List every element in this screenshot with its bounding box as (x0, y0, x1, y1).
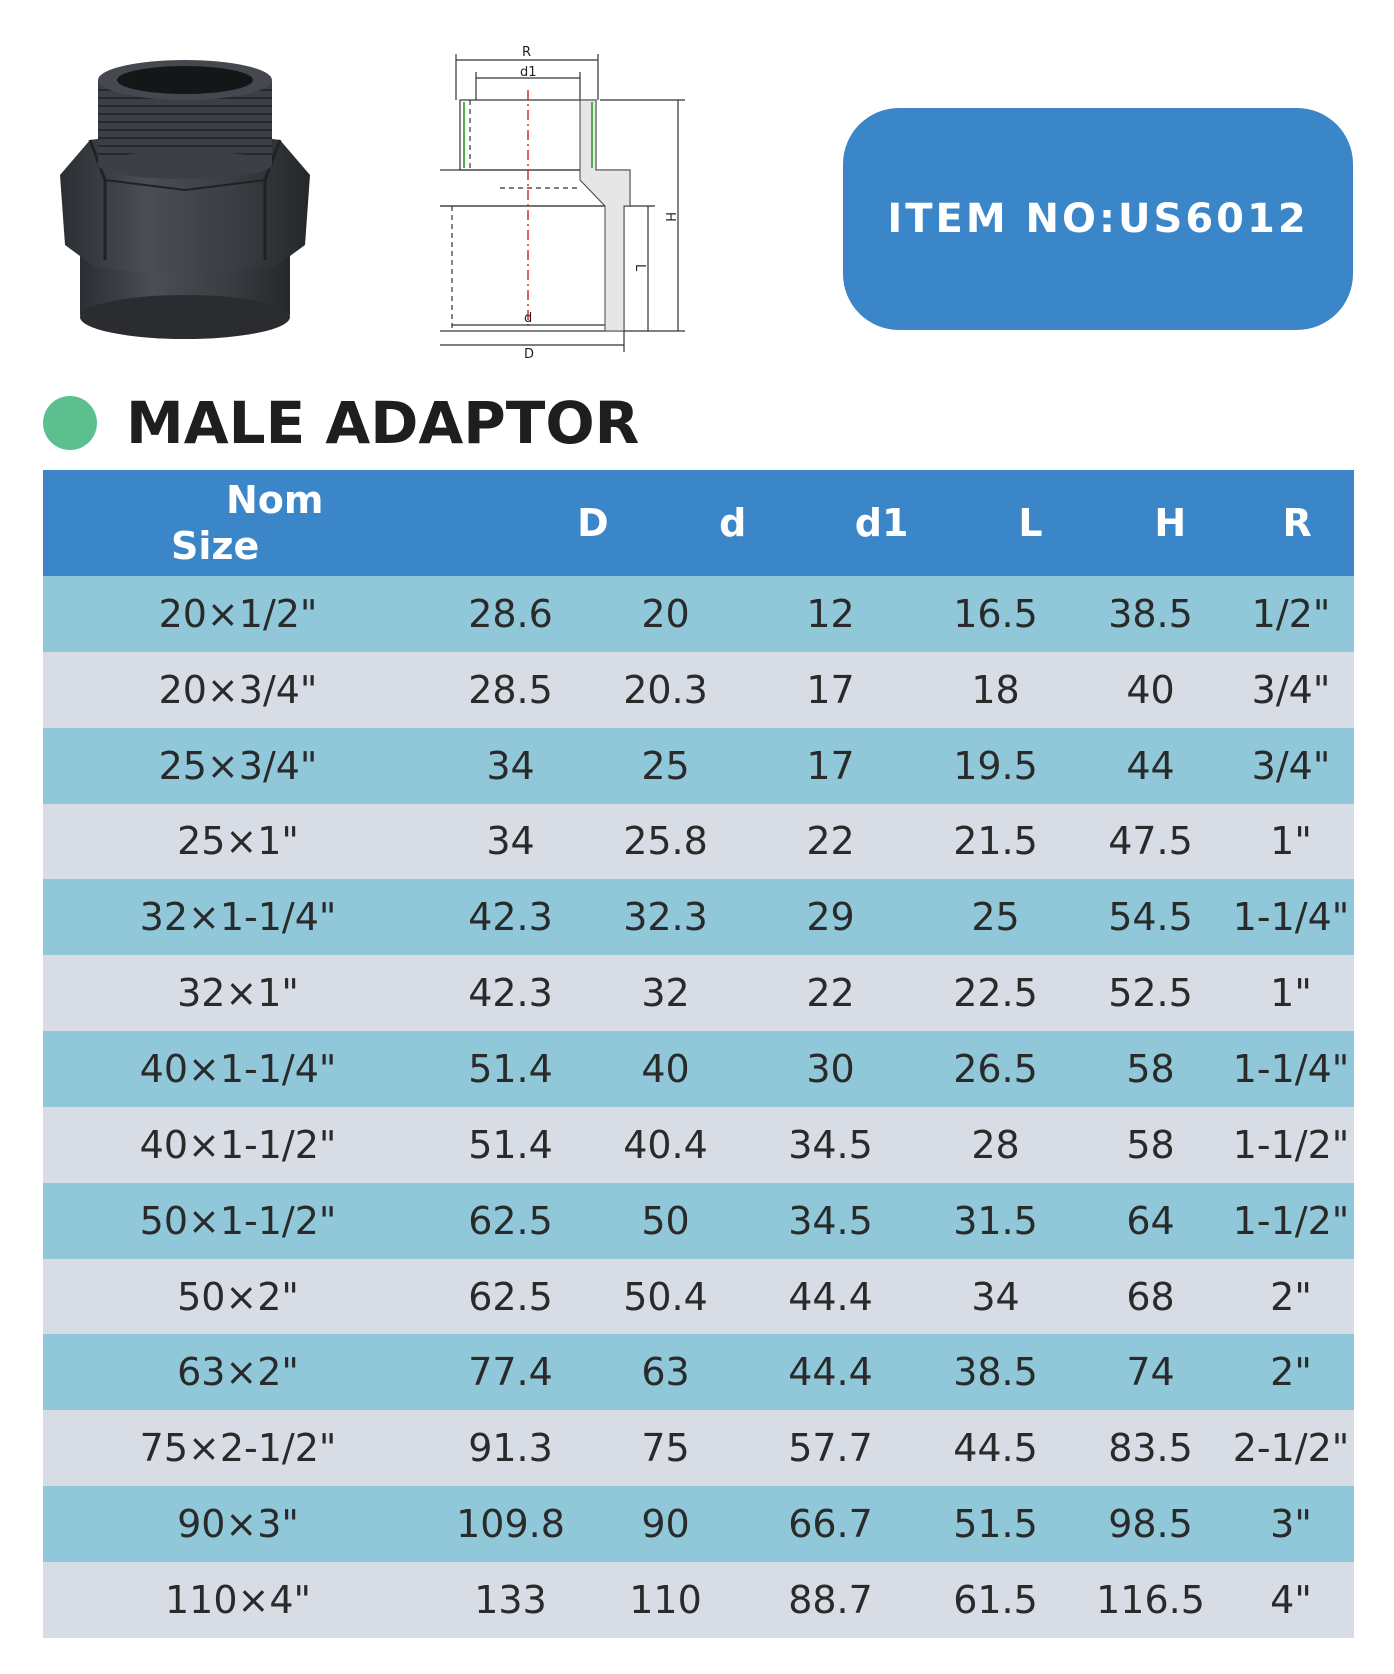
cell-D: 91.3 (468, 1426, 553, 1471)
cell-H: 52.5 (1108, 971, 1193, 1016)
header-d1: d1 (854, 501, 909, 545)
table-row (43, 1107, 1354, 1183)
dim-label-H: H (662, 212, 677, 222)
cell-L: 26.5 (953, 1046, 1038, 1091)
table-row (43, 576, 1354, 652)
cell-L: 19.5 (953, 743, 1038, 788)
cell-D: 34 (486, 743, 535, 788)
table-row (43, 1031, 1354, 1107)
cell-D: 62.5 (468, 1274, 553, 1319)
cell-nom-size: 50×2" (177, 1274, 299, 1319)
cell-D: 34 (486, 819, 535, 864)
cell-d: 40 (641, 1046, 690, 1091)
cell-d: 20 (641, 591, 690, 636)
technical-drawing (440, 40, 740, 380)
cell-D: 28.6 (468, 591, 553, 636)
header-d: d (719, 501, 747, 545)
cell-d1: 88.7 (788, 1577, 873, 1622)
cell-R: 3/4" (1251, 667, 1331, 712)
cell-L: 21.5 (953, 819, 1038, 864)
cell-R: 1-1/2" (1232, 1122, 1350, 1167)
table-row (43, 1334, 1354, 1410)
cell-H: 64 (1126, 1198, 1175, 1243)
cell-H: 58 (1126, 1122, 1175, 1167)
cell-d: 32 (641, 971, 690, 1016)
cell-H: 58 (1126, 1046, 1175, 1091)
cell-nom-size: 32×1" (177, 971, 299, 1016)
cell-nom-size: 20×3/4" (158, 667, 318, 712)
cell-nom-size: 32×1-1/4" (139, 895, 337, 940)
cell-D: 42.3 (468, 895, 553, 940)
cell-L: 16.5 (953, 591, 1038, 636)
dim-label-R: R (522, 45, 532, 60)
cell-L: 25 (971, 895, 1020, 940)
cell-L: 61.5 (953, 1577, 1038, 1622)
cell-H: 44 (1126, 743, 1175, 788)
cell-d: 50.4 (623, 1274, 708, 1319)
cell-nom-size: 20×1/2" (158, 591, 318, 636)
product-title: MALE ADAPTOR (126, 389, 640, 457)
cell-d1: 34.5 (788, 1122, 873, 1167)
cell-d1: 22 (806, 971, 855, 1016)
table-row (43, 804, 1354, 880)
header-H: H (1154, 501, 1187, 545)
cell-d: 110 (629, 1577, 702, 1622)
header-R: R (1282, 501, 1312, 545)
cell-L: 18 (971, 667, 1020, 712)
cell-L: 51.5 (953, 1502, 1038, 1547)
cell-L: 28 (971, 1122, 1020, 1167)
cell-R: 1/2" (1251, 591, 1331, 636)
cell-nom-size: 25×3/4" (158, 743, 318, 788)
cell-R: 1" (1270, 971, 1312, 1016)
cell-d: 40.4 (623, 1122, 708, 1167)
table-row (43, 1410, 1354, 1486)
cell-d1: 66.7 (788, 1502, 873, 1547)
cell-H: 54.5 (1108, 895, 1193, 940)
cell-H: 47.5 (1108, 819, 1193, 864)
header-L: L (1018, 501, 1043, 545)
dim-label-D: D (524, 347, 535, 362)
cell-d1: 30 (806, 1046, 855, 1091)
cell-d: 32.3 (623, 895, 708, 940)
cell-R: 2-1/2" (1232, 1426, 1350, 1471)
cell-nom-size: 110×4" (164, 1577, 312, 1622)
cell-R: 4" (1270, 1577, 1312, 1622)
cell-d: 75 (641, 1426, 690, 1471)
cell-d: 63 (641, 1350, 690, 1395)
dim-label-d: d (524, 311, 533, 326)
table-row (43, 1562, 1354, 1638)
cell-H: 74 (1126, 1350, 1175, 1395)
table-row (43, 1183, 1354, 1259)
cell-L: 31.5 (953, 1198, 1038, 1243)
cell-L: 44.5 (953, 1426, 1038, 1471)
cell-nom-size: 75×2-1/2" (139, 1426, 337, 1471)
cell-nom-size: 25×1" (177, 819, 299, 864)
cell-L: 34 (971, 1274, 1020, 1319)
cell-L: 38.5 (953, 1350, 1038, 1395)
cell-nom-size: 40×1-1/2" (139, 1122, 337, 1167)
cell-d: 50 (641, 1198, 690, 1243)
table-row (43, 652, 1354, 728)
cell-D: 109.8 (456, 1502, 565, 1547)
spec-table (43, 470, 1354, 1638)
cell-nom-size: 90×3" (177, 1502, 299, 1547)
cell-D: 133 (474, 1577, 547, 1622)
cell-d: 90 (641, 1502, 690, 1547)
cell-L: 22.5 (953, 971, 1038, 1016)
cell-d1: 44.4 (788, 1274, 873, 1319)
cell-D: 77.4 (468, 1350, 553, 1395)
table-header (43, 470, 1354, 576)
table-row (43, 879, 1354, 955)
title-bullet (43, 396, 97, 450)
cell-nom-size: 50×1-1/2" (139, 1198, 337, 1243)
table-row (43, 955, 1354, 1031)
cell-d1: 44.4 (788, 1350, 873, 1395)
table-row (43, 728, 1354, 804)
cell-d1: 57.7 (788, 1426, 873, 1471)
cell-nom-size: 40×1-1/4" (139, 1046, 337, 1091)
cell-D: 51.4 (468, 1046, 553, 1091)
cell-d1: 29 (806, 895, 855, 940)
header-nom-line1: Nom (226, 478, 324, 522)
cell-R: 3" (1270, 1502, 1312, 1547)
cell-D: 62.5 (468, 1198, 553, 1243)
cell-H: 40 (1126, 667, 1175, 712)
cell-R: 1-1/2" (1232, 1198, 1350, 1243)
header-nom-size (43, 470, 523, 576)
cell-R: 1-1/4" (1232, 1046, 1350, 1091)
header-nom-line2: Size (171, 524, 260, 568)
cell-R: 2" (1270, 1274, 1312, 1319)
cell-H: 116.5 (1096, 1577, 1205, 1622)
cell-H: 38.5 (1108, 591, 1193, 636)
cell-R: 1-1/4" (1232, 895, 1350, 940)
cell-D: 42.3 (468, 971, 553, 1016)
cell-d1: 17 (806, 667, 855, 712)
cell-d1: 22 (806, 819, 855, 864)
cell-R: 2" (1270, 1350, 1312, 1395)
item-number-badge: ITEM NO:US6012 (843, 108, 1353, 330)
product-photo (50, 55, 320, 370)
cell-H: 68 (1126, 1274, 1175, 1319)
table-row (43, 1486, 1354, 1562)
cell-d: 25 (641, 743, 690, 788)
cell-H: 98.5 (1108, 1502, 1193, 1547)
table-body (43, 576, 1354, 1638)
dim-label-d1: d1 (520, 65, 537, 80)
cell-R: 3/4" (1251, 743, 1331, 788)
cell-nom-size: 63×2" (177, 1350, 299, 1395)
cell-d: 25.8 (623, 819, 708, 864)
cell-R: 1" (1270, 819, 1312, 864)
cell-d1: 34.5 (788, 1198, 873, 1243)
dim-label-L: L (632, 264, 647, 272)
cell-D: 51.4 (468, 1122, 553, 1167)
header-D: D (577, 501, 609, 545)
cell-H: 83.5 (1108, 1426, 1193, 1471)
cell-d1: 12 (806, 591, 855, 636)
cell-d: 20.3 (623, 667, 708, 712)
cell-D: 28.5 (468, 667, 553, 712)
table-row (43, 1259, 1354, 1335)
cell-d1: 17 (806, 743, 855, 788)
